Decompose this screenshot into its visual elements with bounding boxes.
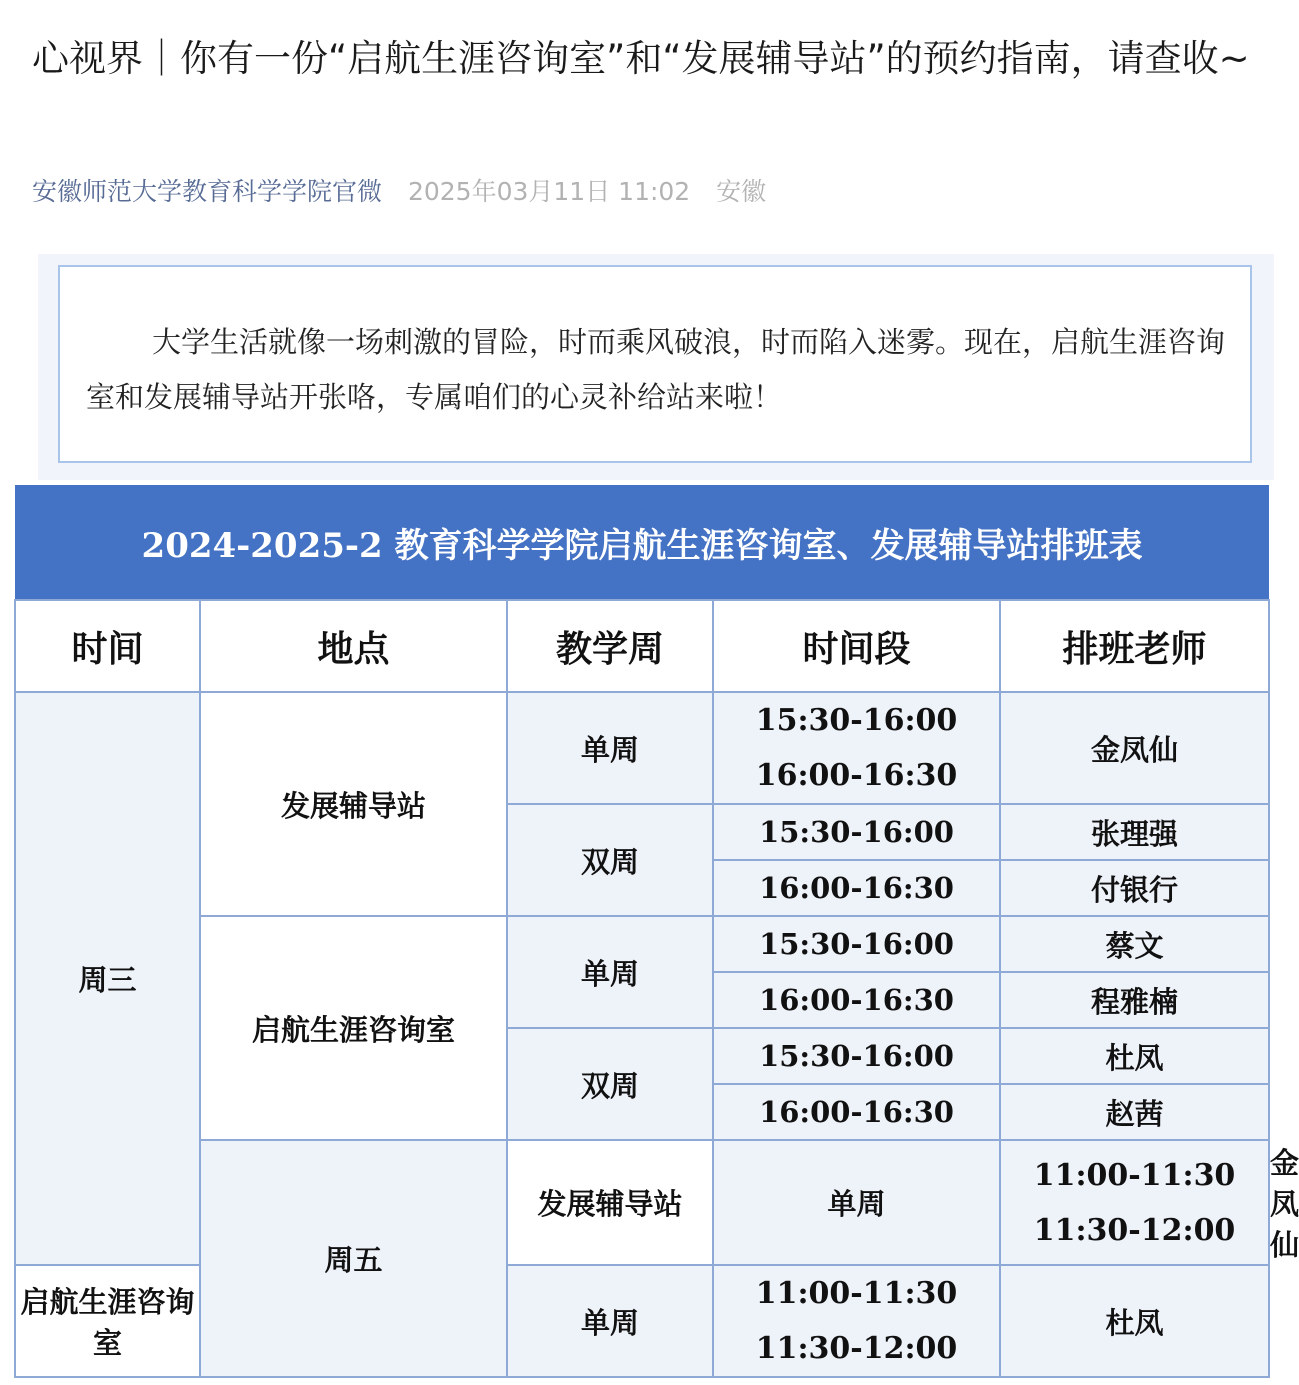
time-slot: 15:30-16:00 [755, 703, 958, 738]
header-teacher: 排班老师 [1000, 600, 1269, 692]
location-cell: 启航生涯咨询室 [200, 916, 507, 1140]
time-slot-cell: 16:00-16:30 [713, 1084, 1000, 1140]
intro-box [58, 265, 1252, 463]
week-cell: 单周 [713, 1140, 1000, 1265]
teacher-cell: 付银行 [1000, 860, 1269, 916]
day-cell: 周五 [200, 1140, 507, 1377]
teacher-cell: 蔡文 [1000, 916, 1269, 972]
teacher-cell: 金凤仙 [1000, 692, 1269, 804]
time-slot-cell: 16:00-16:30 [713, 860, 1000, 916]
time-slot-cell [713, 692, 1000, 804]
intro-section [38, 254, 1274, 480]
article-title: 心视界｜你有一份“启航生涯咨询室”和“发展辅导站”的预约指南，请查收~ [32, 37, 1250, 80]
header-location: 地点 [200, 600, 507, 692]
teacher-cell: 程雅楠 [1000, 972, 1269, 1028]
header-week: 教学周 [507, 600, 713, 692]
location-cell: 发展辅导站 [507, 1140, 713, 1265]
publish-date: 2025年03月11日 11:02 [407, 177, 691, 206]
time-slot: 11:00-11:30 [755, 1276, 958, 1311]
week-cell: 双周 [507, 1028, 713, 1140]
publish-location: 安徽 [716, 177, 767, 206]
article-meta [32, 172, 766, 212]
time-slot-cell: 15:30-16:00 [713, 916, 1000, 972]
time-slot-cell: 15:30-16:00 [713, 1028, 1000, 1084]
teacher-cell: 杜凤 [1000, 1265, 1269, 1377]
time-slot: 11:30-12:00 [1033, 1212, 1236, 1248]
time-slot: 11:00-11:30 [1033, 1157, 1236, 1193]
header-time: 时间 [15, 600, 200, 692]
intro-text: 大学生活就像一场刺激的冒险，时而乘风破浪，时而陷入迷雾。现在，启航生涯咨询室和发展辅导站开张咯，专属咱们的心灵补给站来啦！ [86, 325, 1226, 414]
week-cell: 单周 [507, 692, 713, 804]
week-cell: 单周 [507, 916, 713, 1028]
time-slot: 16:00-16:30 [755, 758, 958, 793]
day-cell: 周三 [15, 692, 200, 1265]
schedule-table: 2024-2025-2 教育科学学院启航生涯咨询室、发展辅导站排班表 时间 地点 教学周 时间段 排班老师 周三 发展辅导站 单周 15:30-16:00 16:00-16:30 金凤仙 双周 15:30-16:00 张理强 16:00-16:30 付银行 启航生涯咨询室 单周 15:30-16:00 蔡文 16:00-16:30 程雅楠 双周 15:30-16:00 杜凤 16:00-16:30 赵茜 周五 发展辅导站 单周 11:00-11:30 11:30-12:00 金凤仙 启航生涯咨询室 单周 11:00-11:30 11:30-12:00 杜凤 [14, 485, 1270, 1378]
location-cell: 启航生涯咨询室 [15, 1265, 200, 1377]
header-time-slot: 时间段 [713, 600, 1000, 692]
time-slot-cell [1000, 1140, 1269, 1265]
time-slot: 11:30-12:00 [755, 1331, 958, 1366]
time-slot-cell [713, 1265, 1000, 1377]
schedule-title: 2024-2025-2 教育科学学院启航生涯咨询室、发展辅导站排班表 [15, 485, 1269, 600]
account-name-link[interactable]: 安徽师范大学教育科学学院官微 [32, 177, 383, 206]
location-cell: 发展辅导站 [200, 692, 507, 916]
time-slot-cell: 15:30-16:00 [713, 804, 1000, 860]
week-cell: 单周 [507, 1265, 713, 1377]
teacher-cell: 杜凤 [1000, 1028, 1269, 1084]
teacher-cell: 赵茜 [1000, 1084, 1269, 1140]
time-slot-cell: 16:00-16:30 [713, 972, 1000, 1028]
week-cell: 双周 [507, 804, 713, 916]
teacher-cell: 张理强 [1000, 804, 1269, 860]
